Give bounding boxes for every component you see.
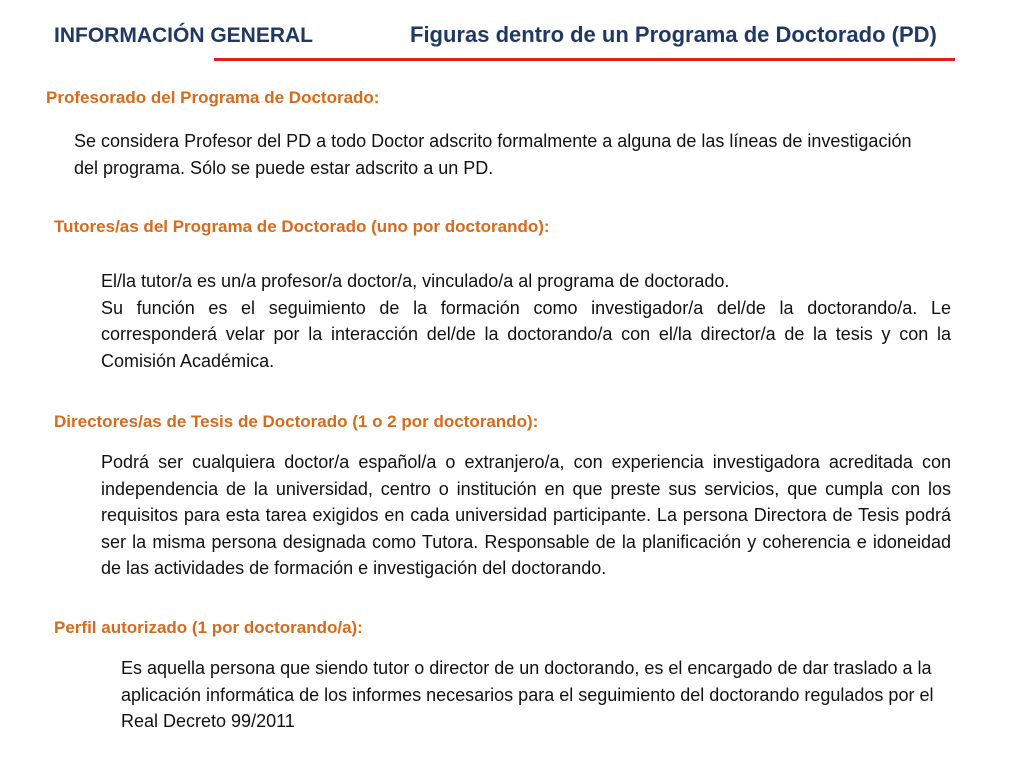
- section-text-directores: Podrá ser cualquiera doctor/a español/a o extranjero/a, con experiencia investigadora acreditada con independencia de la universidad, centro o institución en que preste sus servicios, que cumpla con los requisitos para esta tarea exigidos en cada universidad participante. La persona Directora de Tesis podrá ser la misma persona designada como Tutora. Responsable de la planificación y coherencia e idoneidad de las actividades de formación e investigación del doctorando.: [101, 452, 951, 578]
- section-text-perfil: Es aquella persona que siendo tutor o director de un doctorando, es el encargado de dar traslado a la aplicación informática de los informes necesarios para el seguimiento del doctorando regulados por el Real Decreto 99/2011: [121, 658, 934, 731]
- tutores-text-line-1: El/la tutor/a es un/a profesor/a doctor/a, vinculado/a al programa de doctorado.: [101, 271, 730, 291]
- tutores-text-line-2: Su función es el seguimiento de la formación como investigador/a del/de la doctorando/a. Le corresponderá velar por la interacción del/de la doctorando/a con el/la director/a de la tesis y con la Comisión Académica.: [101, 297, 951, 371]
- section-title-profesorado: Profesorado del Programa de Doctorado:: [46, 88, 380, 107]
- section-text-tutores: [101, 268, 951, 374]
- header-divider: [214, 58, 955, 61]
- page-title: Figuras dentro de un Programa de Doctorado (PD): [410, 22, 937, 47]
- section-title-tutores: Tutores/as del Programa de Doctorado (uno por doctorando):: [54, 217, 550, 236]
- section-title-perfil: Perfil autorizado (1 por doctorando/a):: [54, 618, 363, 637]
- header-section-label: INFORMACIÓN GENERAL: [54, 24, 313, 47]
- section-text-profesorado: Se considera Profesor del PD a todo Doctor adscrito formalmente a alguna de las líneas de investigación del programa. Sólo se puede estar adscrito a un PD.: [74, 131, 912, 178]
- section-title-directores: Directores/as de Tesis de Doctorado (1 o 2 por doctorando):: [54, 412, 539, 431]
